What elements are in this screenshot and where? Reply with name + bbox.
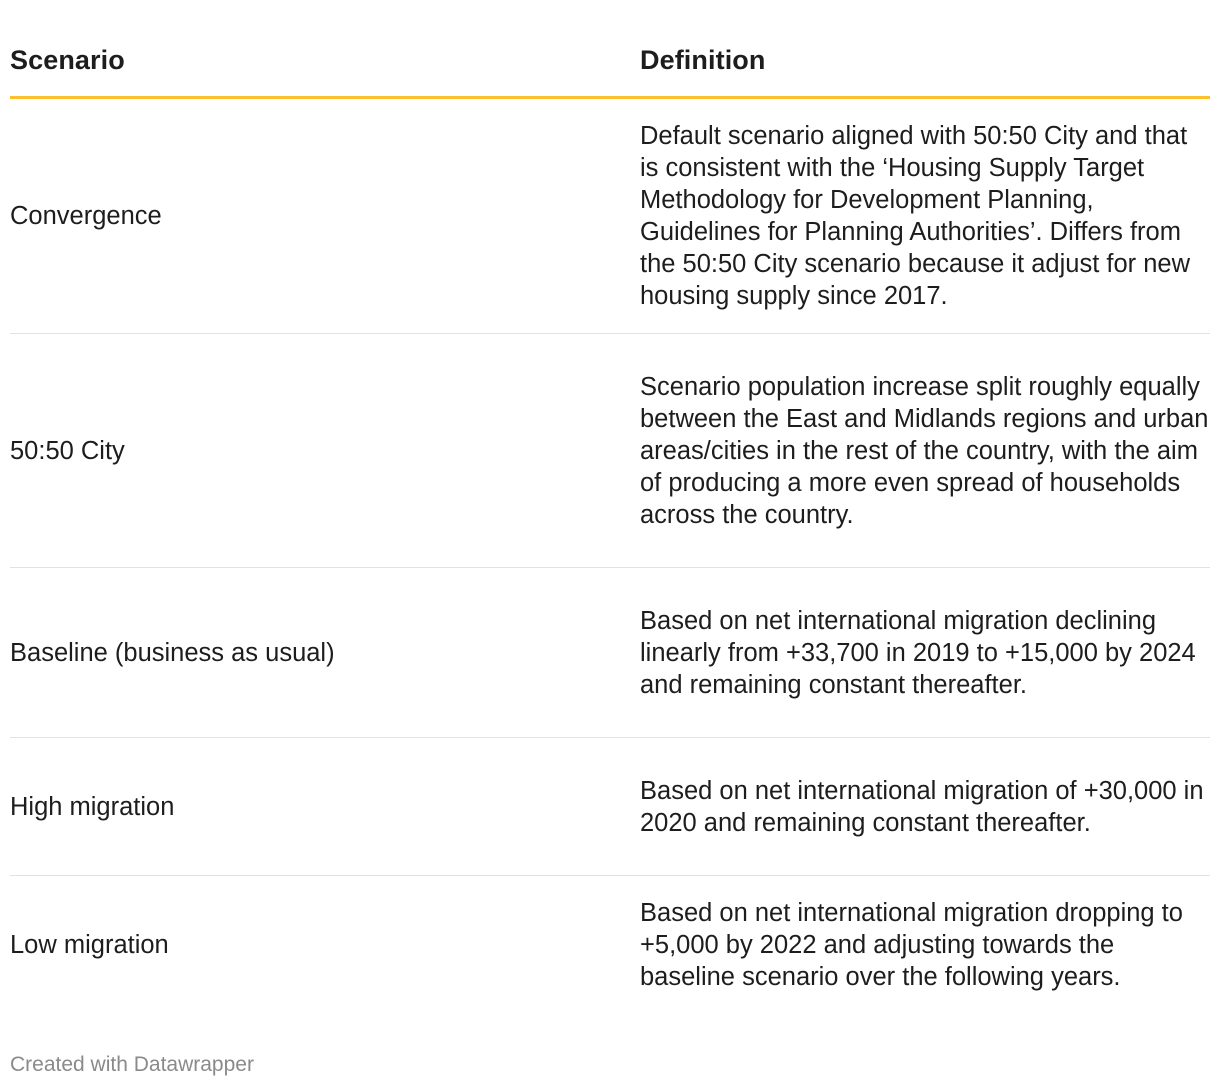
cell-scenario: 50:50 City — [10, 436, 125, 465]
table-header — [10, 0, 1210, 99]
datawrapper-credit[interactable]: Created with Datawrapper — [10, 1053, 254, 1076]
cell-scenario: High migration — [10, 792, 175, 821]
cell-definition: Default scenario aligned with 50:50 City and that is consistent with the ‘Housing Supply Target Methodology for Development Planning, Guidelines for Planning Authorities’. Differs from the 50:50 City scenario because it adjust for new housing supply since 2017. — [640, 122, 1190, 310]
cell-definition: Scenario population increase split roughly equally between the East and Midlands regions and urban areas/cities in the rest of the country, with the aim of producing a more even spread of households across the country. — [640, 372, 1209, 529]
table-row — [10, 738, 1210, 876]
header-definition[interactable]: Definition — [640, 45, 766, 75]
table-row — [10, 334, 1210, 568]
cell-scenario: Baseline (business as usual) — [10, 638, 335, 667]
table-row — [10, 99, 1210, 334]
table-row — [10, 876, 1210, 1014]
scenario-table — [10, 0, 1210, 1014]
table-row — [10, 568, 1210, 738]
cell-definition: Based on net international migration of +30,000 in 2020 and remaining constant thereafter. — [640, 776, 1204, 837]
cell-definition: Based on net international migration dropping to +5,000 by 2022 and adjusting towards the baseline scenario over the following years. — [640, 899, 1183, 991]
cell-scenario: Low migration — [10, 931, 169, 959]
cell-definition: Based on net international migration declining linearly from +33,700 in 2019 to +15,000 by 2024 and remaining constant thereafter. — [640, 606, 1196, 699]
header-scenario[interactable]: Scenario — [10, 45, 125, 75]
cell-scenario: Convergence — [10, 202, 162, 230]
